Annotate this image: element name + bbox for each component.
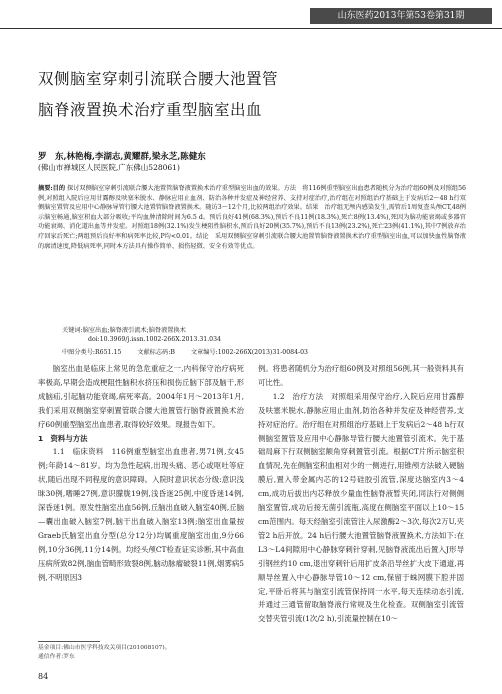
right-column [258,362,464,626]
article-number: 文章编号:1002-266X(2013)31-0084-03 [190,349,308,356]
methods-paragraph: 1.2 治疗方法 对照组采用保守治疗,入院后应用甘露醇及呋塞米脱水,静脉应用止血剂,防治各种并发症及神经营养,支持对症治疗。治疗组在对照组治疗基础上于发病后2～48 h行双侧脑室置管及应用中心静脉导管行腰大池置管引流术。先于基础局麻下行双侧脑室额角穿刺置管引流。根据CT片所示脑室积血情况,先在侧脑室积血相对少的一侧进行,用锥颅方法破入硬脑膜后,置入带金属内芯的12号硅胶引流管,深度达脑室内3～4 cm,成功后拔出内芯释放少量血性脑脊液暂夹闭,同法行对侧侧脑室置管,成功后接无菌引流瓶,高度在侧脑室平面以上10～15 cm范围内。每天经脑室引流管注入尿激酶2～3次,每次2万U,夹管2 h后开放。24 h后行腰大池置管脑脊液置换术,方法如下:在L3～L4间隙用中心静脉穿刺针穿刺,见脑脊液流出后置入J形导引钢丝约10 cm,退出穿刺针后用扩皮条沿导丝扩大皮下通道,再顺导丝置入中心静脉导管10～12 cm,保留于蛛网膜下腔并固定,平卧后将其与脑室引流管保持同一水平,每天连续动态引流,并通过三通管留取脑脊液行常规及生化检查。双侧脑室引流管交替夹管引流(1次/2 h),引流量控制在10～ [258,391,464,624]
article-title-line1: 双侧脑室穿刺引流联合腰大池置管 [38,70,279,88]
section-heading: 1 资料与方法 [38,433,88,443]
grouping-paragraph: 例。将患者随机分为治疗组60例及对照组56例,其一般资料具有可比性。 [258,364,464,387]
classification-line [62,347,322,356]
keywords: 关键词:脑室出血;脑脊液引流术;脑脊液置换术 [62,327,186,334]
abstract-label: 摘要:目的 [38,185,66,192]
left-column [38,362,244,585]
header-rule [0,28,502,29]
class-number: 中图分类号:R651.15 [62,349,122,356]
clinical-data-paragraph: 1.1 临床资料 116例重型脑室出血患者,男71例,女45例;年龄14～81岁。均为急性起病,出现头痛、恶心或呕吐等症状,随后出现不同程度的意识障碍。入院时意识状态分级:意识浅昧30例,嗜睡27例,意识朦胧19例,浅昏迷25例,中度昏迷14例,深昏迷1例。原发性脑室出血56例,丘脑出血破入脑室40例,丘脑—囊出血破入脑室7例,脑干出血破入脑室13例;脑室出血量按Graeb氏脑室出血分型(总分12分)均属重度脑室出血,9分66例,10分36例,11分14例。均经头颅CT检查证实诊断,其中高血压病所致82例,脑血管畸形致裂8例,脑动脉瘤破裂11例,烟雾病5例,不明原因3 [38,447,244,582]
footnote-fund: 基金项目:佛山市医学科技攻关项目(201008107)。 [38,645,171,651]
doi: doi:10.3969/j.issn.1002-266X.2013.31.034 [88,336,221,343]
abstract [38,184,466,251]
journal-header: 山东医药2013年第53卷第31期 [310,8,492,24]
footnote-rule [38,641,100,642]
intro-paragraph: 脑室出血是临床上常见的急危重症之一,内科保守治疗病死率极高,早期会造成梗阻性脑积水挤压和损伤丘脑下部及脑干,形成脑疝,引起脑功能衰竭,病死率高。2004年1月～2013年1月,我们采用双侧脑室穿刺置管联合腰大池置管行脑脊液置换术治疗60例重型脑室出血患者,取得较好效果。现报告如下。 [38,364,244,429]
page-number: 84 [38,672,49,681]
article-title-line2: 脑脊液置换术治疗重型脑室出血 [38,101,263,119]
abstract-text: 探讨双侧脑室穿刺引流联合腰大池置管脑脊液置换术治疗重型脑室出血的效果。方法 将116例重型脑室出血患者随机分为治疗组60例及对照组56例,对照组入院后应用甘露醇及呋塞米脱水、静脉应用止血剂、防治各种并发症及神经营养、支持对症治疗,治疗组在对照组治疗基础上于发病后2～48 h行双侧脑室置管及应用中心静脉导管行腰大池置管脑脊液置换术。随访3～12个月,比较两组治疗效果。结果 治疗组无颅内感染发生,需管后1周复查头颅CT,48例示脑室畅通,脑室积血大部分吸收;平均血肿清除时间为6.5 d。预后良好41例(68.3%),预后不良11例(18.3%),死亡8例(13.4%),死因为脑功能衰竭或多器官功能衰竭、消化道出血等并发症。对照组18例(32.1%)发生梗阻性脑积水,预后良好20例(35.7%),预后不良13例(23.2%),死亡23例(41.1%),其中7例放弃治疗回家后死亡;两组预后良好率和病死率比较,P均<0.01。结论 采用双侧脑室穿刺引流联合腰大池置管脑脊液置换术治疗重型脑室出血,可以加快血性脑脊液的廓清速度,降低病死率,同时本方法具有操作简单、损伤轻微、安全有效等优点。 [38,185,466,250]
document-code: 文献标志码:B [137,349,175,356]
affiliation: (佛山市禅城区人民医院,广东佛山528061) [38,163,180,172]
footnotes [38,644,244,662]
authors: 罗 东,林艳梅,李湖志,黄耀群,梁永芝,陈健东 [38,152,206,162]
footnote-author: 通信作者:罗东 [38,654,75,660]
